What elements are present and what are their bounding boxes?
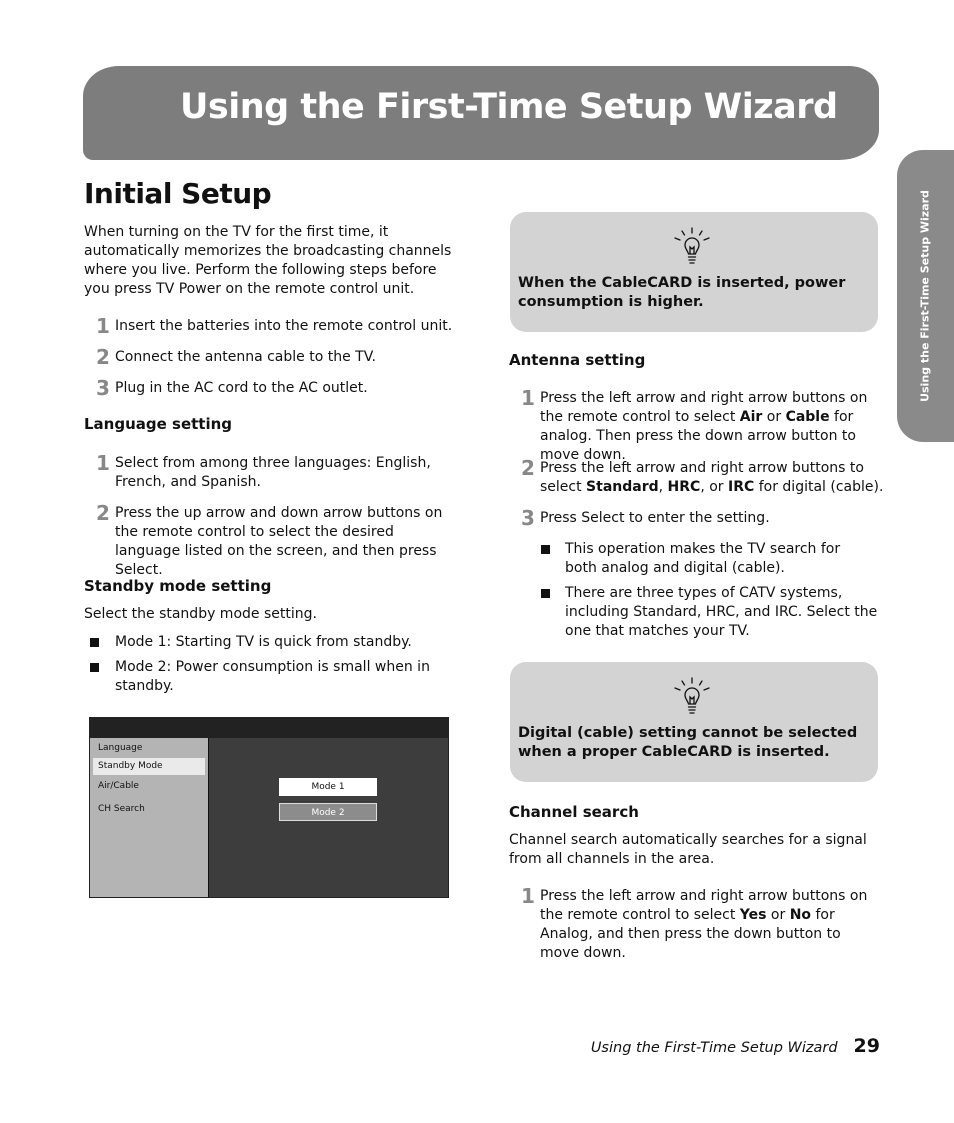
step-number: 1: [96, 451, 110, 475]
bullet-marker: [541, 589, 550, 598]
channel-intro: Channel search automatically searches for a signal from all channels in the area.: [509, 832, 867, 867]
standby-heading: Standby mode setting: [84, 577, 272, 595]
bullet-text: There are three types of CATV systems, including Standard, HRC, and IRC. Select the one that matches your TV.: [565, 585, 878, 639]
antenna-heading: Antenna setting: [509, 351, 646, 369]
step-text: Insert the batteries into the remote control unit.: [115, 318, 453, 334]
bullet-marker: [541, 545, 550, 554]
side-tab-label: Using the First-Time Setup Wizard: [918, 190, 932, 402]
note-box: [510, 662, 878, 782]
step-text: Connect the antenna cable to the TV.: [115, 349, 376, 365]
lightbulb-icon: [672, 226, 712, 268]
menu-item-ch-search[interactable]: CH Search: [98, 804, 145, 814]
footer-title: Using the First-Time Setup Wizard: [590, 1040, 838, 1056]
step-text: Press the left arrow and right arrow buttons to select Standard, HRC, or IRC for digital (cable).: [540, 460, 884, 495]
step-number: 1: [521, 386, 535, 410]
note-text: When the CableCARD is inserted, power consumption is higher.: [518, 275, 846, 310]
step-number: 2: [96, 345, 110, 369]
title-banner: [83, 66, 879, 160]
step-number: 3: [96, 376, 110, 400]
step-number: 1: [521, 884, 535, 908]
step-text: Press the left arrow and right arrow buttons on the remote control to select Air or Cable for analog. Then press the down arrow button to move down.: [540, 390, 868, 463]
page-footer: [560, 1035, 880, 1057]
bullet-marker: [90, 638, 99, 647]
option-mode-2[interactable]: Mode 2: [279, 803, 377, 821]
bullet-text: Mode 1: Starting TV is quick from standby.: [115, 634, 412, 650]
lightbulb-icon: [672, 676, 712, 718]
step-text: Press the left arrow and right arrow buttons on the remote control to select Yes or No for Analog, and then press the down button to move down.: [540, 888, 868, 961]
standby-intro: Select the standby mode setting.: [84, 606, 317, 622]
tv-menu-screenshot: [89, 717, 449, 898]
menu-list: [90, 738, 209, 897]
step-number: 2: [521, 456, 535, 480]
menu-item-air-cable[interactable]: Air/Cable: [98, 781, 139, 791]
bullet-marker: [90, 663, 99, 672]
step-text: Plug in the AC cord to the AC outlet.: [115, 380, 368, 396]
step-number: 3: [521, 506, 535, 530]
channel-heading: Channel search: [509, 803, 639, 821]
side-tab: [897, 150, 954, 442]
option-mode-1[interactable]: Mode 1: [279, 778, 377, 796]
menu-item-language[interactable]: Language: [98, 743, 143, 753]
step-number: 1: [96, 314, 110, 338]
menu-item-standby-mode[interactable]: Standby Mode: [93, 758, 205, 775]
step-text: Press Select to enter the setting.: [540, 510, 770, 526]
note-text: Digital (cable) setting cannot be selected when a proper CableCARD is inserted.: [518, 725, 858, 760]
intro-paragraph: When turning on the TV for the first time, it automatically memorizes the broadcasting channels where you live. Perform the following steps before you press TV Power on the remote control unit.: [84, 224, 452, 297]
note-box: [510, 212, 878, 332]
bullet-text: This operation makes the TV search for both analog and digital (cable).: [565, 541, 841, 576]
page-number: 29: [853, 1035, 880, 1057]
page-title: Using the First-Time Setup Wizard: [180, 87, 838, 127]
step-text: Press the up arrow and down arrow buttons on the remote control to select the desired language listed on the screen, and then press Select.: [115, 505, 443, 578]
step-text: Select from among three languages: English, French, and Spanish.: [115, 455, 431, 490]
section-title: Initial Setup: [84, 177, 272, 210]
menu-title-bar: [90, 718, 448, 738]
bullet-text: Mode 2: Power consumption is small when in standby.: [115, 659, 430, 694]
step-number: 2: [96, 501, 110, 525]
language-heading: Language setting: [84, 415, 233, 433]
